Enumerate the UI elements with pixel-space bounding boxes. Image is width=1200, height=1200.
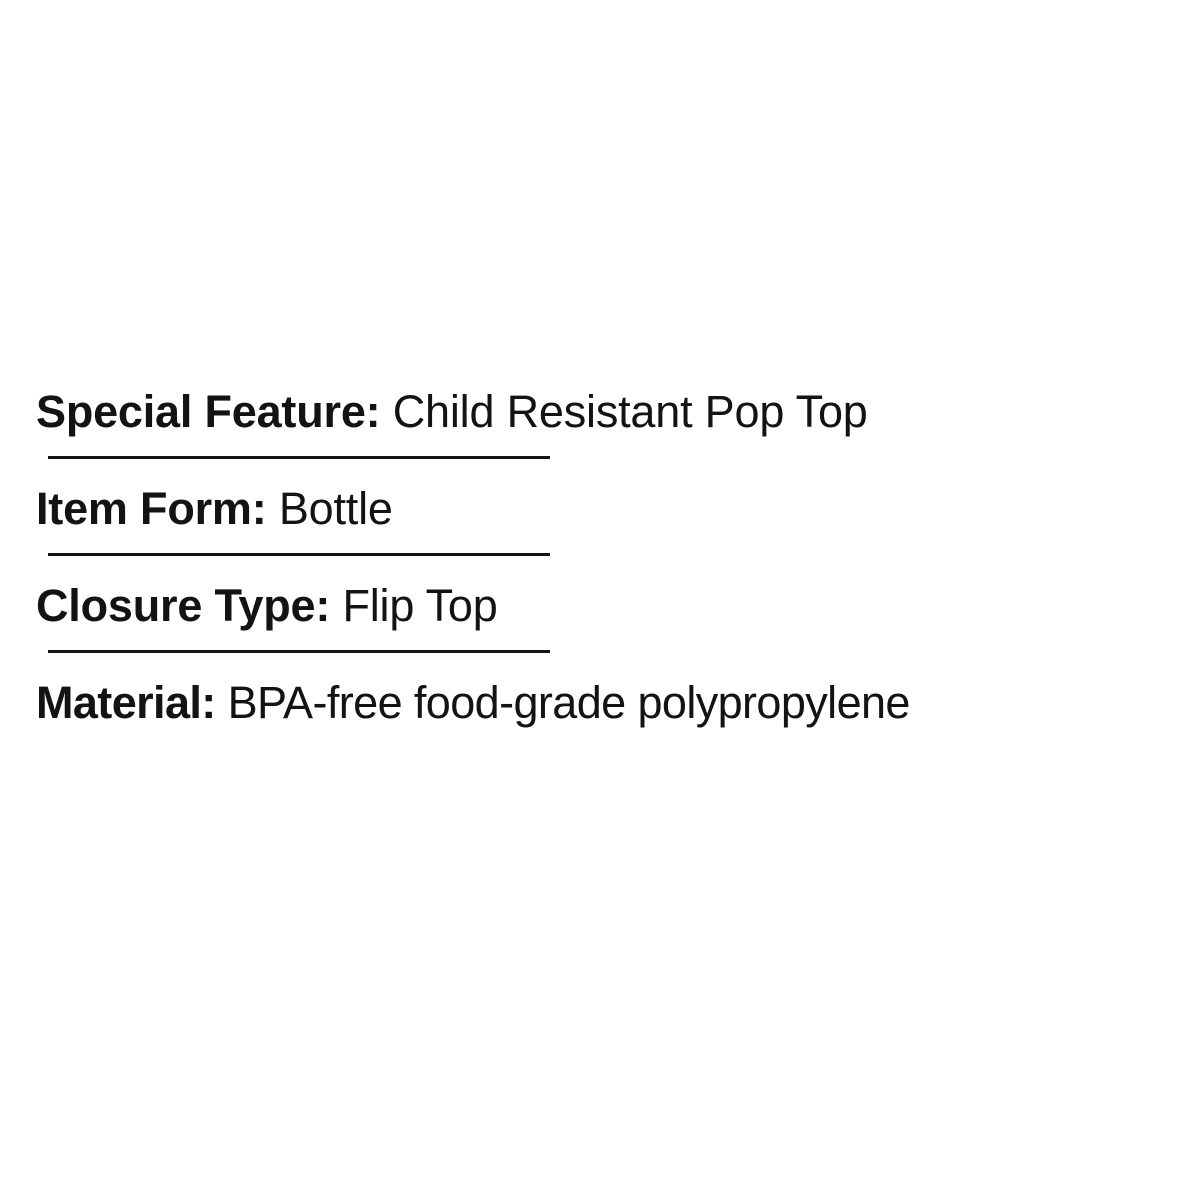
spec-value: BPA-free food-grade polypropylene [227,677,910,728]
spec-value: Bottle [278,483,393,534]
spec-row [36,378,1196,446]
spec-row [36,669,1196,737]
spec-line [36,475,1196,543]
spec-label: Material: [36,677,216,728]
spec-label: Item Form: [36,483,267,534]
spec-line [36,378,1196,446]
spec-divider [48,456,550,459]
spec-row [36,572,1196,640]
spec-divider [48,553,550,556]
spec-value: Child Resistant Pop Top [392,386,868,437]
spec-value: Flip Top [342,580,498,631]
spec-label: Closure Type: [36,580,331,631]
spec-line [36,572,1196,640]
spec-row [36,475,1196,543]
spec-label: Special Feature: [36,386,381,437]
spec-divider [48,650,550,653]
specification-list [36,378,1196,737]
spec-line [36,669,1196,737]
